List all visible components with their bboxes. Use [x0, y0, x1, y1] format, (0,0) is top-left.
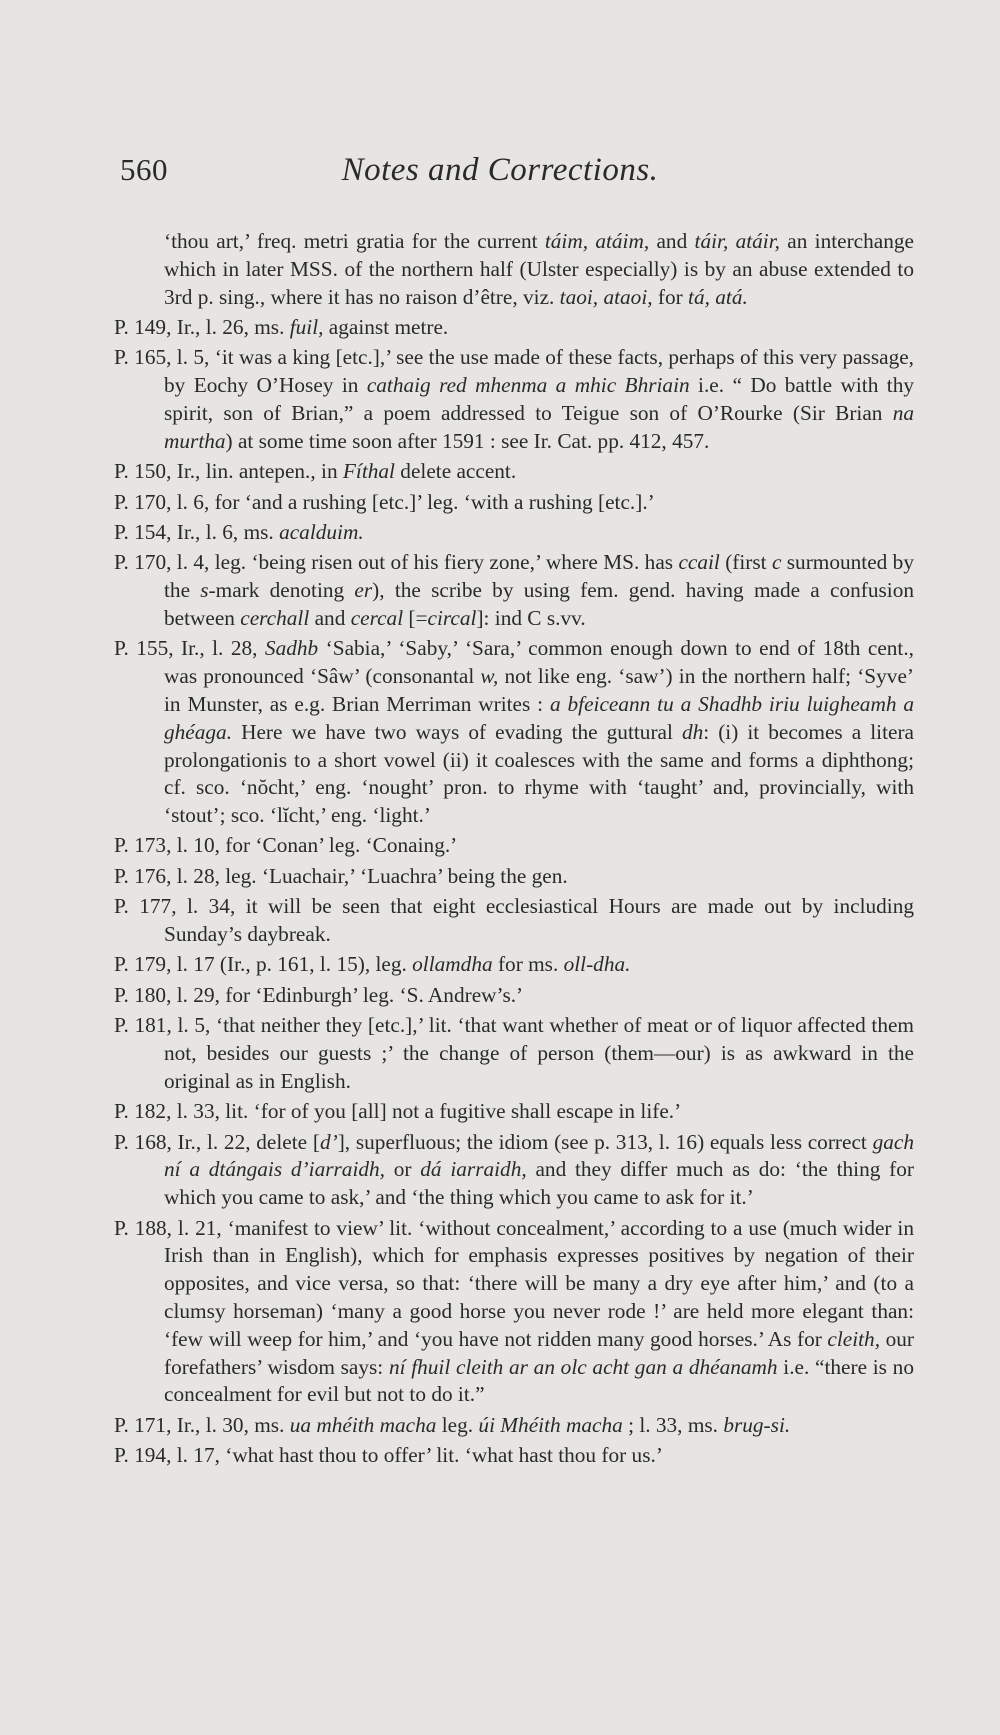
note-text: or	[384, 1157, 421, 1182]
note-italic-text: táir, atáir,	[694, 229, 780, 253]
note-text: P. 168, Ir., l. 22, delete [	[114, 1129, 320, 1154]
note-entry	[114, 1129, 914, 1212]
note-italic-text: dh	[681, 719, 704, 744]
note-text: P. 154, Ir., l. 6, ms.	[114, 519, 280, 544]
note-text: ‘Sabia,’ ‘Saby,’ ‘Sara,’ common enough down to end of 18th cent., was pronounced ‘Sâw’ (consonantal	[164, 636, 914, 689]
note-entry	[114, 951, 914, 979]
note-text: P. 150, Ir., lin. antepen., in	[114, 459, 343, 484]
note-italic-text: Fíthal	[342, 459, 395, 484]
note-text: P. 171, Ir., l. 30, ms.	[114, 1412, 290, 1437]
note-italic-text: ua mhéith macha	[289, 1412, 437, 1437]
note-entry	[114, 893, 914, 949]
note-text: P. 180, l. 29, for ‘Edinburgh’ leg. ‘S. Andrew’s.’	[114, 982, 524, 1007]
note-entry	[114, 1215, 914, 1410]
note-italic-text: cleith,	[827, 1326, 881, 1351]
page-header	[120, 152, 880, 202]
note-text: P. 181, l. 5, ‘that neither they [etc.],’ lit. ‘that want whether of meat or of liquor affected them not, besides our guests ;’ the change of person (them—our) is as awkward in the original as in English.	[114, 1013, 914, 1093]
note-italic-text: na murtha	[164, 400, 914, 453]
note-entry	[114, 489, 914, 517]
note-text: P. 165, l. 5, ‘it was a king [etc.],’ see the use made of these facts, perhaps of this very passage, by Eochy O’Hosey in	[114, 345, 914, 398]
note-text: P. 149, Ir., l. 26, ms.	[114, 314, 290, 339]
note-entry	[114, 519, 914, 547]
note-text: P. 188, l. 21, ‘manifest to view’ lit. ‘without concealment,’ according to a use (much wider in Irish than in English), which for emphasis expresses positives by negation of their opposites, and vice versa, so that: ‘there will be many a dry eye after him,’ and (to a clumsy horseman) ‘many a good horse you never rode !’ are held more elegant than: ‘few will weep for him,’ and ‘you have not ridden many good horses.’ As for	[114, 1215, 914, 1351]
page-number: 560	[120, 152, 168, 187]
note-entry	[114, 982, 914, 1010]
note-text: our forefathers’ wisdom says:	[164, 1326, 914, 1379]
note-text: an interchange which in later MSS. of the northern half (Ulster especially) is by an abuse extended to 3rd p. sing., where it has no raison d’être, viz.	[164, 229, 914, 309]
note-entry	[114, 549, 914, 632]
note-italic-text: gach ní a dtángais d’iarraidh,	[164, 1129, 914, 1182]
note-text: : (i) it becomes a litera prolongationis to a short vowel (ii) it coalesces with the same and forms a diphthong; cf. sco. ‘nŏcht,’ eng. ‘nought’ pron. to rhyme with ‘taught’ and, provincially, with ‘stout’; sco. ‘lĭcht,’ eng. ‘light.’	[164, 719, 914, 828]
note-italic-text: taoi, ataoi,	[559, 284, 653, 309]
running-title: Notes and Corrections.	[341, 152, 659, 188]
note-italic-text: c	[771, 550, 782, 575]
note-entry	[114, 863, 914, 891]
note-text: and	[649, 229, 695, 253]
note-text: (first	[719, 550, 772, 575]
note-text: [=	[403, 605, 428, 630]
note-text: surmounted by the	[164, 550, 914, 603]
note-entry	[114, 1442, 914, 1470]
note-text: P. 170, l. 4, leg. ‘being risen out of his fiery zone,’ where MS. has	[114, 550, 679, 575]
note-text: not like eng. ‘saw’) in the northern half; ‘Syve’ in Munster, as e.g. Brian Merriman writes :	[164, 664, 914, 716]
note-text: leg.	[436, 1412, 479, 1437]
note-italic-text: circal	[427, 605, 477, 630]
note-text: ), the scribe by using fem. gend. having made a confusion between	[164, 578, 914, 630]
note-italic-text: úi Mhéith macha	[478, 1412, 623, 1437]
note-entry	[114, 635, 914, 830]
note-text: ]: ind C s.vv.	[476, 605, 586, 630]
note-italic-text: fuil,	[289, 314, 324, 339]
note-entry	[114, 832, 914, 860]
note-text: and	[309, 605, 351, 630]
note-text: P. 179, l. 17 (Ir., p. 161, l. 15), leg.	[114, 952, 413, 977]
note-text: i.e. “there is no concealment for evil but not to do it.”	[164, 1354, 914, 1407]
note-text: -mark denoting	[208, 578, 355, 603]
note-text: P. 155, Ir., l. 28,	[114, 636, 265, 661]
note-italic-text: cercal	[350, 605, 404, 630]
note-italic-text: er	[354, 578, 373, 603]
note-text: Here we have two ways of evading the guttural	[232, 719, 682, 744]
note-italic-text: ní fhuil cleith ar an olc acht gan a dhéanamh	[388, 1354, 778, 1379]
note-text: P. 194, l. 17, ‘what hast thou to offer’ lit. ‘what hast thou for us.’	[114, 1443, 663, 1468]
note-text: i.e. “ Do battle with thy spirit, son of Brian,” a poem addressed to Teigue son of O’Rourke (Sir Brian	[164, 373, 914, 425]
note-italic-text: ollamdha	[412, 952, 493, 977]
note-text: ; l. 33, ms.	[622, 1412, 724, 1437]
note-text: for ms.	[492, 952, 564, 977]
note-italic-text: dá iarraidh,	[420, 1157, 527, 1182]
note-text: P. 170, l. 6, for ‘and a rushing [etc.]’ leg. ‘with a rushing [etc.].’	[114, 489, 655, 514]
note-continuation	[114, 228, 914, 311]
note-text: P. 176, l. 28, leg. ‘Luachair,’ ‘Luachra’ being the gen.	[114, 863, 568, 888]
note-text: P. 173, l. 10, for ‘Conan’ leg. ‘Conaing.’	[114, 833, 458, 858]
note-italic-text: táim, atáim,	[544, 229, 650, 253]
note-italic-text: Sadhb	[264, 636, 319, 661]
note-text: for	[652, 284, 689, 309]
note-italic-text: cerchall	[240, 605, 310, 630]
notes-list	[114, 228, 914, 1470]
note-text: P. 182, l. 33, lit. ‘for of you [all] not a fugitive shall escape in life.’	[114, 1099, 682, 1124]
note-text: against metre.	[323, 314, 449, 339]
note-italic-text: d’	[319, 1129, 338, 1154]
note-entry	[114, 1098, 914, 1126]
note-entry	[114, 458, 914, 486]
note-entry	[114, 1012, 914, 1095]
note-text: ‘thou art,’ freq. metri gratia for the current	[164, 229, 545, 253]
note-entry	[114, 314, 914, 342]
note-italic-text: a bfeiceann tu a Shadhb iriu luigheamh a ghéaga.	[164, 691, 914, 744]
note-italic-text: oll-dha.	[563, 952, 631, 977]
note-italic-text: s	[200, 578, 209, 603]
note-italic-text: ccail	[678, 550, 720, 575]
note-text: P. 177, l. 34, it will be seen that eight ecclesiastical Hours are made out by including Sunday’s daybreak.	[114, 894, 914, 947]
note-italic-text: cathaig red mhenma a mhic Bhriain	[366, 373, 690, 398]
note-italic-text: acalduim.	[279, 519, 364, 544]
note-entry	[114, 1412, 914, 1440]
note-entry	[114, 344, 914, 455]
note-italic-text: tá, atá.	[688, 284, 748, 309]
note-text: and they differ much as do: ‘the thing for which you came to ask,’ and ‘the thing which you came to ask for it.’	[164, 1157, 914, 1210]
note-text: ], superfluous; the idiom (see p. 313, l. 16) equals less correct	[337, 1129, 873, 1154]
note-text: delete accent.	[394, 459, 517, 484]
note-italic-text: w,	[480, 664, 499, 689]
note-text: ) at some time soon after 1591 : see Ir. Cat. pp. 412, 457.	[225, 428, 710, 453]
note-italic-text: brug-si.	[723, 1412, 791, 1437]
